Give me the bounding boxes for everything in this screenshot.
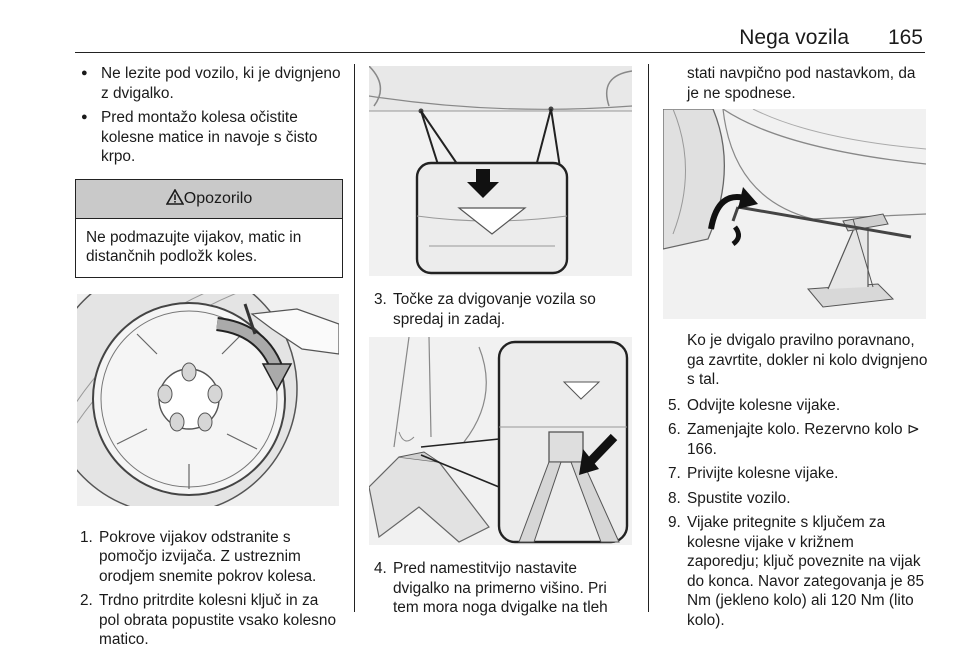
step-item: 5. Odvijte kolesne vijake. <box>668 396 841 414</box>
column-1 <box>75 64 343 655</box>
jack-placement-figure <box>369 337 632 545</box>
step-item: 6. Zamenjajte kolo. Rezervno kolo ⊳ 166. <box>668 421 920 458</box>
column-divider <box>354 64 355 612</box>
step-item: 4. Pred namestitvijo nastavite dvigalko na primerno višino. Pri tem mora noga dvigalke na tleh <box>374 560 608 616</box>
step-item: 8. Spustite vozilo. <box>668 489 791 507</box>
column-2 <box>369 64 633 623</box>
bullet-item: ● Ne lezite pod vozilo, ki je dvignjeno z dvigalko. <box>75 64 343 103</box>
step-item: 2. Trdno pritrdite kolesni ključ in za pol obrata popustite vsako kolesno matico. <box>80 592 336 648</box>
paragraph: Ko je dvigalo pravilno poravnano, ga zavrtite, dokler ni kolo dvignjeno s tal. <box>687 332 928 388</box>
jacking-points-figure <box>369 66 632 276</box>
page-number: 165 <box>887 26 923 49</box>
column-divider <box>648 64 649 612</box>
jack-cranking-figure <box>663 109 926 319</box>
bullet-item: ● Pred montažo kolesa očistite kolesne matice in navoje s čisto krpo. <box>75 108 343 167</box>
wheel-cover-figure <box>77 294 339 506</box>
warning-triangle-icon <box>166 189 184 205</box>
paragraph: stati navpično pod nastavkom, da je ne spodnese. <box>687 65 916 102</box>
warning-title: Opozorilo <box>183 189 253 207</box>
step-item: 3. Točke za dvigovanje vozila so spredaj in zadaj. <box>374 291 596 328</box>
step-item: 7. Privijte kolesne vijake. <box>668 465 839 482</box>
section-title: Nega vozila <box>739 26 849 49</box>
step-item: 1. Pokrove vijakov odstranite s pomočjo izvijača. Z ustreznim orodjem snemite pokrov kolesa. <box>80 528 317 585</box>
warning-text: Ne podmazujte vijakov, matic in distančnih podložk koles. <box>86 228 302 265</box>
column-3 <box>663 64 928 635</box>
warning-header <box>76 180 342 219</box>
step-item: 9. Vijake pritegnite s ključem za kolesne vijake v križnem zaporedju; ključ poveznite na vijak do konca. Navor zategovanja je 85 Nm (jekleno kolo) ali 120 Nm (lito kolo). <box>668 514 924 629</box>
warning-box <box>75 179 343 278</box>
page-header <box>75 22 925 53</box>
